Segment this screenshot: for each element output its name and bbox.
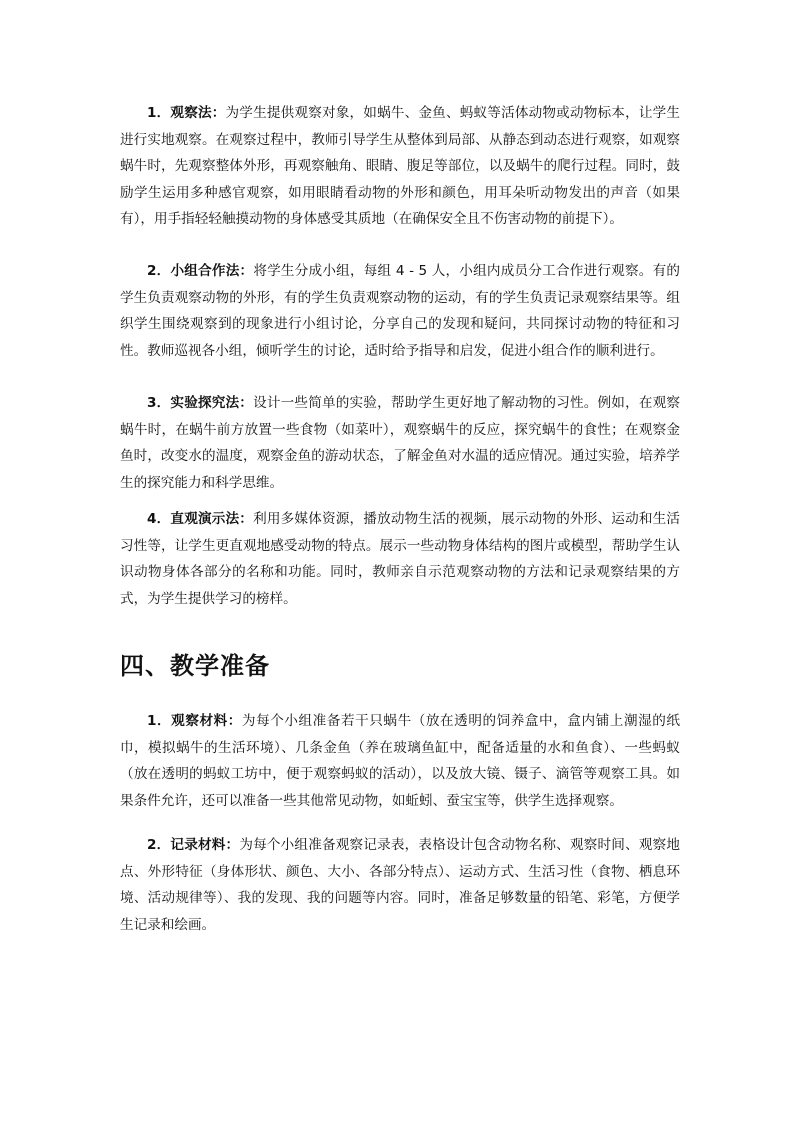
method-title: 2．小组合作法： [147,263,254,279]
prep-text: 为每个小组准备观察记录表，表格设计包含动物名称、观察时间、观察地点、外形特征（身体形状、颜色、大小、各部分特点）、运动方式、生活习性（食物、栖息环境、活动规律等）、我的发现、我的问题等内容。同时，准备足够数量的铅笔、彩笔，方便学生记录和绘画。 [120,837,680,933]
method-paragraph-group-work [120,258,680,364]
prep-title: 2．记录材料： [147,837,240,853]
method-title: 4．直观演示法： [147,511,254,527]
prep-paragraph-recording-materials [120,832,680,938]
prep-title: 1．观察材料： [147,713,242,729]
section-heading: 四、教学准备 [120,651,270,680]
method-title: 3．实验探究法： [147,395,254,411]
method-paragraph-experiment [120,390,680,496]
method-text: 将学生分成小组，每组 4 - 5 人，小组内成员分工合作进行观察。有的学生负责观察动物的外形，有的学生负责观察动物的运动，有的学生负责记录观察结果等。组织学生围绕观察到的现象进行小组讨论，分享自己的发现和疑问，共同探讨动物的特征和习性。教师巡视各小组，倾听学生的讨论，适时给予指导和启发，促进小组合作的顺利进行。 [120,263,680,359]
method-text: 为学生提供观察对象，如蜗牛、金鱼、蚂蚁等活体动物或动物标本，让学生进行实地观察。在观察过程中，教师引导学生从整体到局部、从静态到动态进行观察，如观察蜗牛时，先观察整体外形，再观察触角、眼睛、腹足等部位，以及蜗牛的爬行过程。同时，鼓励学生运用多种感官观察，如用眼睛看动物的外形和颜色，用耳朵听动物发出的声音（如果有），用手指轻轻触摸动物的身体感受其质地（在确保安全且不伤害动物的前提下）。 [120,105,680,227]
method-title: 1．观察法： [147,105,226,121]
method-paragraph-demonstration [120,506,680,612]
method-text: 利用多媒体资源，播放动物生活的视频，展示动物的外形、运动和生活习性等，让学生更直观地感受动物的特点。展示一些动物身体结构的图片或模型，帮助学生认识动物身体各部分的名称和功能。同时，教师亲自示范观察动物的方法和记录观察结果的方式，为学生提供学习的榜样。 [120,511,680,607]
method-paragraph-observation [120,100,680,233]
prep-paragraph-observation-materials [120,708,680,814]
prep-text: 为每个小组准备若干只蜗牛（放在透明的饲养盒中，盒内铺上潮湿的纸巾，模拟蜗牛的生活环境）、几条金鱼（养在玻璃鱼缸中，配备适量的水和鱼食）、一些蚂蚁（放在透明的蚂蚁工坊中，便于观察蚂蚁的活动），以及放大镜、镊子、滴管等观察工具。如果条件允许，还可以准备一些其他常见动物，如蚯蚓、蚕宝宝等，供学生选择观察。 [120,713,680,809]
method-text: 设计一些简单的实验，帮助学生更好地了解动物的习性。例如，在观察蜗牛时，在蜗牛前方放置一些食物（如菜叶），观察蜗牛的反应，探究蜗牛的食性；在观察金鱼时，改变水的温度，观察金鱼的游动状态，了解金鱼对水温的适应情况。通过实验，培养学生的探究能力和科学思维。 [120,395,680,491]
